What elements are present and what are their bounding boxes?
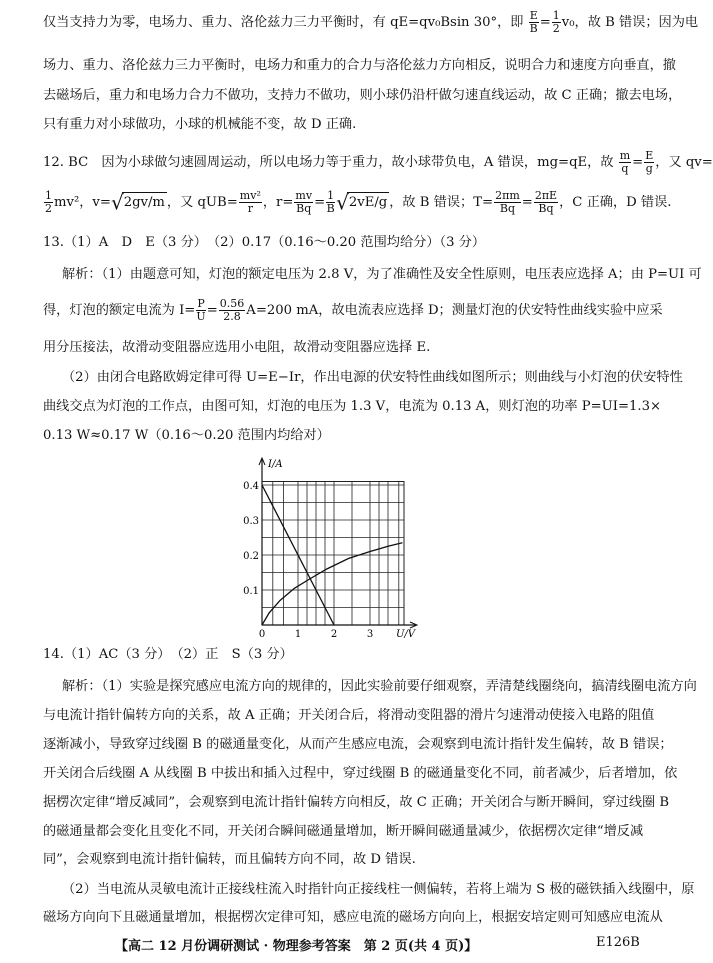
denominator: 2.8 xyxy=(223,310,241,323)
text: A=200 mA，故电流表应选择 D；测量灯泡的伏安特性曲线实验中应采 xyxy=(246,303,663,318)
sqrt-content: 2vE/g xyxy=(347,192,389,213)
fraction-E-g xyxy=(644,150,654,175)
numerator: m xyxy=(619,149,631,162)
q13-line-6: 0.13 W≈0.17 W（0.16～0.20 范围内均给对） xyxy=(43,428,330,443)
q13-line-3: 用分压接法，故滑动变阻器应选用小电阻，故滑动变阻器应选择 E. xyxy=(43,340,431,355)
text: 得，灯泡的额定电流为 I= xyxy=(43,303,196,318)
denominator: g xyxy=(645,162,653,175)
denominator: B xyxy=(326,202,335,215)
numerator: mv² xyxy=(239,189,261,202)
y-tick-label: 0.2 xyxy=(243,551,259,562)
equals: = xyxy=(521,195,533,210)
fraction-m-q xyxy=(619,150,631,175)
q13-line-2 xyxy=(43,298,663,323)
denominator: B xyxy=(529,22,538,35)
sqrt-symbol: √ xyxy=(110,190,124,215)
q14-line-2: 与电流计指针偏转方向的关系，故 A 正确；开关闭合后，将滑动变阻器的滑片匀速滑动使接入电路的阻值 xyxy=(43,708,655,723)
x-tick-label: 3 xyxy=(366,629,374,640)
fraction-mv2-r xyxy=(239,190,262,215)
q14-line-7: 同”，会观察到电流计指针偏转，而且偏转方向不同，故 D 错误. xyxy=(43,852,416,867)
q11-line-1 xyxy=(43,10,698,35)
equals: = xyxy=(539,15,551,30)
numerator: E xyxy=(645,149,654,162)
numerator: 2πE xyxy=(534,189,558,202)
text: ，故 B 错误；T= xyxy=(389,195,494,210)
equals: = xyxy=(206,303,218,318)
denominator: Bq xyxy=(296,202,312,215)
x-tick-label: 1 xyxy=(294,629,302,640)
x-tick-label: 2 xyxy=(330,629,338,640)
q14-line-3: 逐渐减小，导致穿过线圈 B 的磁通量变化，从而产生感应电流，会观察到电流计指针发生偏转，故 B 错误； xyxy=(43,737,673,752)
iv-chart xyxy=(240,453,420,643)
text: ，r= xyxy=(262,195,294,210)
q14-line-6: 的磁通量都会变化且变化不同，开关闭合瞬间磁通量增加，断开瞬间磁通量减少，依据楞次定律“增反减 xyxy=(43,824,644,839)
numerator: E xyxy=(529,9,538,22)
numerator: 1 xyxy=(552,9,560,22)
fraction-half xyxy=(552,10,561,35)
y-tick-label: 0.4 xyxy=(243,481,259,492)
text: ，又 qv= xyxy=(655,155,713,170)
text: v₀，故 B 错误；因为电 xyxy=(561,15,699,30)
denominator: Bq xyxy=(538,202,554,215)
q13-line-1: 解析：（1）由题意可知，灯泡的额定电压为 2.8 V，为了准确性及安全性原则，电压表应选择 A；由 P=UI 可 xyxy=(62,267,702,282)
text: ，C 正确，D 错误. xyxy=(559,195,672,210)
q13-line-5: 曲线交点为灯泡的工作点，由图可知，灯泡的电压为 1.3 V，电流为 0.13 A，则灯泡的功率 P=UI=1.3× xyxy=(43,399,662,414)
x-axis-label: U/V xyxy=(396,629,416,640)
q12-line-1 xyxy=(43,150,713,175)
denominator: q xyxy=(621,162,629,175)
denominator: r xyxy=(247,202,253,215)
numerator: P xyxy=(197,297,205,310)
text: 仅当支持力为零，电场力、重力、洛伦兹力三力平衡时，有 qE=qv₀Bsin 30°，即 xyxy=(43,15,524,30)
numerator: 1 xyxy=(45,189,52,202)
q12-line-2 xyxy=(43,190,671,215)
q14-line-9: 磁场方向向下且磁通量增加，根据楞次定律可知，感应电流的磁场方向向上，根据安培定则可知感应电流从 xyxy=(43,910,663,925)
sqrt-content: 2gv/m xyxy=(122,192,167,213)
numerator: 2πm xyxy=(495,189,520,202)
fraction-056-28 xyxy=(219,298,246,323)
y-axis-label: I/A xyxy=(268,459,283,470)
q14-answer: 14.（1）AC（3 分） （2）正 S（3 分） xyxy=(43,647,293,662)
q14-line-1: 解析：（1）实验是探究感应电流方向的规律的，因此实验前要仔细观察，弄清楚线圈绕向，搞清线圈电流方向 xyxy=(62,679,697,694)
fraction-T2 xyxy=(534,190,558,215)
q13-answer: 13.（1）A D E（3 分） （2）0.17（0.16～0.20 范围均给分）（3 分） xyxy=(43,235,486,250)
footer-code: E126B xyxy=(596,935,640,950)
q11-line-4: 只有重力对小球做功，小球的机械能不变，故 D 正确. xyxy=(43,117,357,132)
fraction-1-B xyxy=(326,190,335,215)
denominator: 2 xyxy=(552,22,560,35)
denominator: 2 xyxy=(45,202,52,215)
fraction-half xyxy=(44,190,53,215)
q13-line-4: （2）由闭合电路欧姆定律可得 U=E−Ir，作出电源的伏安特性曲线如图所示；则曲线与小灯泡的伏安特性 xyxy=(62,370,683,385)
equals: = xyxy=(314,195,326,210)
fraction-P-U xyxy=(196,298,205,323)
fraction-E-B xyxy=(529,10,539,35)
text: ，又 qUB= xyxy=(166,195,238,210)
text: 12. BC 因为小球做匀速圆周运动，所以电场力等于重力，故小球带负电，A 错误，mg=qE，故 xyxy=(43,155,614,170)
denominator: U xyxy=(196,310,206,323)
numerator: 0.56 xyxy=(219,297,245,310)
x-tick-label: 0 xyxy=(258,629,266,640)
sqrt-symbol: √ xyxy=(336,190,349,215)
numerator: 1 xyxy=(327,189,335,202)
numerator: mv xyxy=(295,189,313,202)
denominator: Bq xyxy=(499,202,515,215)
q11-line-2: 场力、重力、洛伦兹力三力平衡时，电场力和重力的合力与洛伦兹力方向相反，说明合力和速度方向垂直，撤 xyxy=(43,58,676,73)
equals: = xyxy=(632,155,644,170)
q14-line-4: 开关闭合后线圈 A 从线圈 B 中拔出和插入过程中，穿过线圈 B 的磁通量变化不同，前者减少，后者增加，依 xyxy=(43,766,678,781)
fraction-mv-Bq xyxy=(294,190,313,215)
q14-line-8: （2）当电流从灵敏电流计正接线柱流入时指针向正接线柱一侧偏转，若将上端为 S 极的磁铁插入线圈中，原 xyxy=(62,882,695,897)
y-tick-label: 0.3 xyxy=(243,516,259,527)
q14-line-5: 据楞次定律“增反减同”，会观察到电流计指针偏转方向相反，故 C 正确；开关闭合与断开瞬间，穿过线圈 B xyxy=(43,795,670,810)
footer-center: 【高二 12 月份调研测试 · 物理参考答案 第 2 页(共 4 页)】 xyxy=(115,939,478,954)
y-tick-label: 0.1 xyxy=(243,586,259,597)
fraction-T1 xyxy=(494,190,521,215)
q11-line-3: 去磁场后，重力和电场力合力不做功，支持力不做功，则小球仍沿杆做匀速直线运动，故 C 正确；撤去电场， xyxy=(43,88,682,103)
text: mv²，v= xyxy=(54,195,111,210)
